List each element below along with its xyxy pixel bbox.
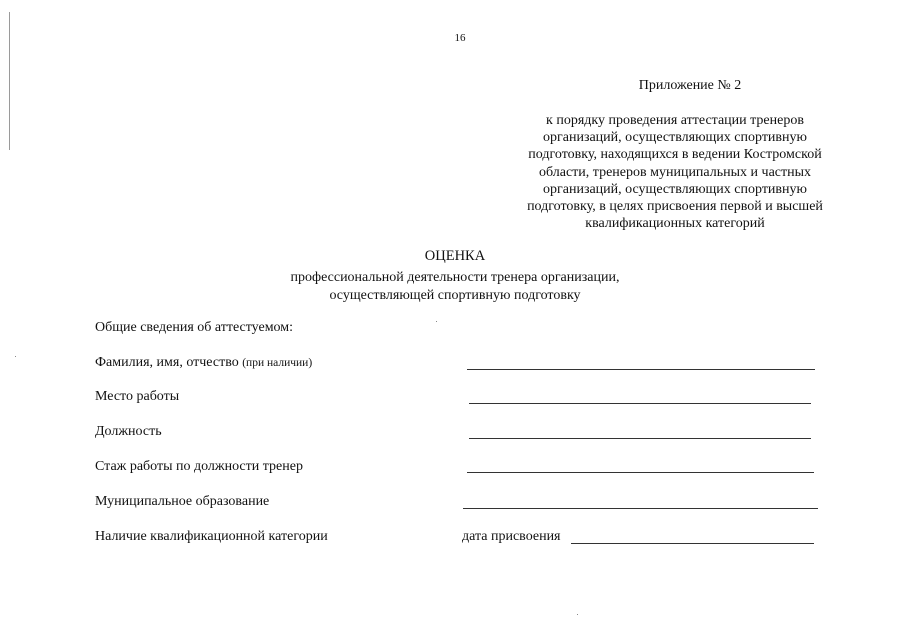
experience-label: Стаж работы по должности тренер bbox=[95, 459, 303, 474]
appendix-line: подготовку, находящихся в ведении Костромской bbox=[528, 147, 822, 163]
full-name-label bbox=[95, 355, 312, 371]
scan-speck bbox=[577, 614, 578, 615]
document-subtitle bbox=[230, 269, 680, 304]
position-label: Должность bbox=[95, 424, 162, 439]
appendix-line: квалификационных категорий bbox=[585, 216, 765, 232]
full-name-label-text: Фамилия, имя, отчество bbox=[95, 355, 239, 370]
full-name-note: (при наличии) bbox=[242, 357, 313, 369]
position-field[interactable] bbox=[469, 438, 811, 439]
document-subtitle-line: профессиональной деятельности тренера организации, bbox=[290, 270, 620, 285]
document-title bbox=[230, 247, 680, 266]
workplace-field[interactable] bbox=[469, 403, 811, 404]
appendix-line: организаций, осуществляющих спортивную bbox=[543, 181, 807, 197]
full-name-field[interactable] bbox=[467, 369, 815, 370]
experience-field[interactable] bbox=[467, 472, 814, 473]
appendix-line: организаций, осуществляющих спортивную bbox=[543, 130, 807, 146]
municipality-field[interactable] bbox=[463, 508, 818, 509]
workplace-label: Место работы bbox=[95, 389, 180, 404]
appendix-description bbox=[490, 112, 860, 232]
appendix-line: подготовку, в целях присвоения первой и высшей bbox=[527, 199, 823, 215]
appendix-line: области, тренеров муниципальных и частных bbox=[538, 164, 812, 180]
assignment-date-label: дата присвоения bbox=[462, 529, 561, 544]
category-label: Наличие квалификационной категории bbox=[95, 529, 328, 544]
page-number: 16 bbox=[454, 32, 466, 44]
general-info-label: Общие сведения об аттестуемом: bbox=[95, 320, 294, 335]
left-margin-rule bbox=[9, 12, 10, 150]
scan-speck bbox=[436, 321, 437, 322]
appendix-line: к порядку проведения аттестации тренеров bbox=[546, 113, 804, 128]
municipality-label: Муниципальное образование bbox=[95, 494, 270, 509]
document-subtitle-line: осуществляющей спортивную подготовку bbox=[329, 287, 581, 303]
appendix-title: Приложение № 2 bbox=[638, 78, 742, 93]
scan-speck bbox=[15, 356, 16, 357]
assignment-date-field[interactable] bbox=[571, 543, 814, 544]
document-title-text: ОЦЕНКА bbox=[424, 248, 486, 264]
